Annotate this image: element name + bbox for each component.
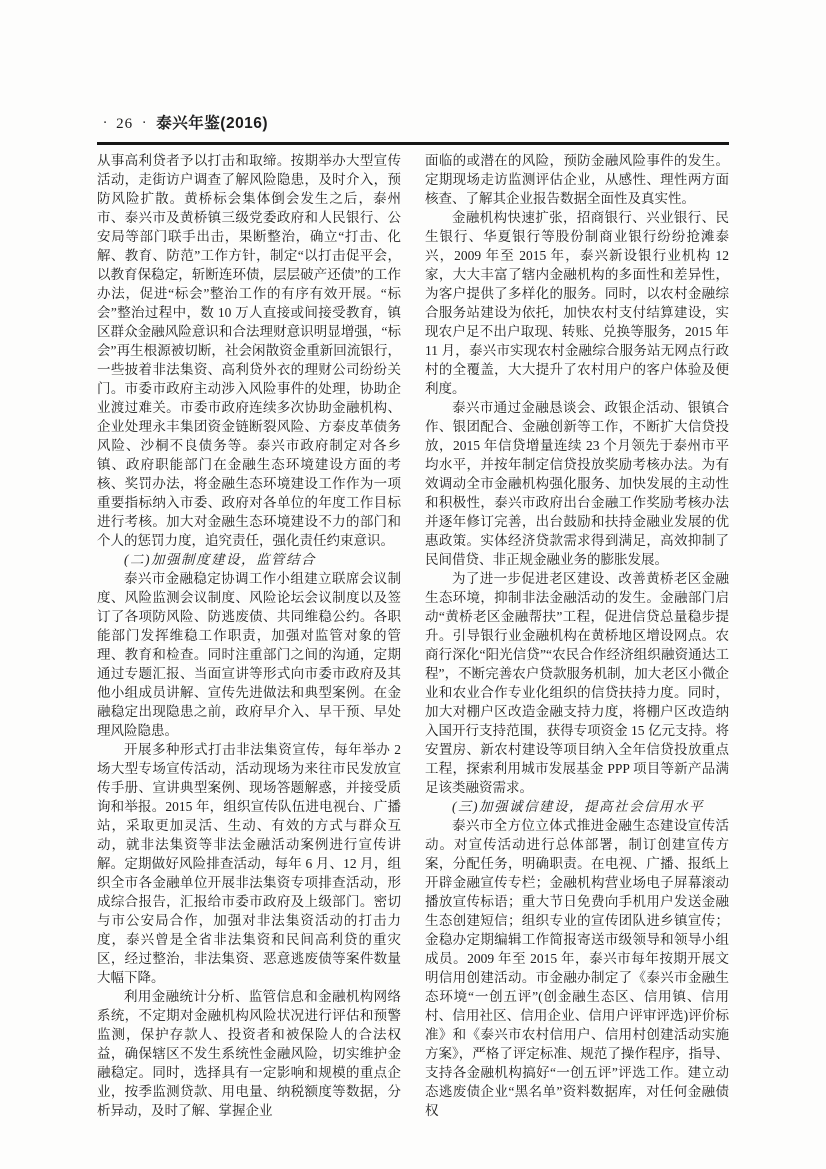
- paragraph: 金融机构快速扩张，招商银行、兴业银行、民生银行、华夏银行等股份制商业银行纷纷抢滩泰兴，2009 年至 2015 年，泰兴新设银行业机构 12 家，大大丰富了辖内金融机构的多面性和差异性，为客户提供了多样化的服务。同时，以农村金融综合服务站建设为依托，加快农村支付结算建设，实现农户足不出户取现、转账、兑换等服务，2015 年 11 月，泰兴市实现农村金融综合服务站无网点行政村的全覆盖，大大提升了农村用户的客户体验及便利度。: [425, 210, 729, 396]
- section-heading-3: (三)加强诚信建设，提高社会信用水平: [452, 799, 704, 814]
- left-column: [97, 151, 401, 1120]
- header-rule: [97, 142, 729, 145]
- paragraph-continued: 面临的或潜在的风险，预防金融风险事件的发生。定期现场走访监测评估企业，从感性、理性两方面核查、了解其企业报告数据全面性及真实性。: [425, 153, 729, 206]
- header-dot-right: ·: [142, 116, 147, 131]
- text-columns: [97, 151, 729, 1120]
- right-column: [425, 151, 729, 1120]
- paragraph-continued: 从事高利贷者予以打击和取缔。按期举办大型宣传活动，走街访户调查了解风险隐患，及时介入，预防风险扩散。黄桥标会集体倒会发生之后，泰州市、泰兴市及黄桥镇三级党委政府和人民银行、公安局等部门联手出击，果断整治，确立“打击、化解、教育、防范”工作方针，制定“以打击促平会，以教育保稳定，斩断连环债，层层破产还债”的工作办法，促进“标会”整治工作的有序有效开展。“标会”整治过程中，数 10 万人直接或间接受教育，镇区群众金融风险意识和合法理财意识明显增强，“标会”再生根源被切断，社会闲散资金重新回流银行，一些披着非法集资、高利贷外衣的理财公司纷纷关门。市委市政府主动涉入风险事件的处理，协助企业渡过难关。市委市政府连续多次协助金融机构、企业处理永丰集团资金链断裂风险、方泰皮革债务风险、沙桐不良债务等。泰兴市政府制定对各乡镇、政府职能部门在金融生态环境建设方面的考核、奖罚办法，将金融生态环境建设工作作为一项重要指标纳入市委、政府对各单位的年度工作目标进行考核。加大对金融生态环境建设不力的部门和个人的惩罚力度，追究责任，强化责任约束意识。: [97, 153, 401, 548]
- page-number: 26: [116, 116, 134, 132]
- paragraph: 泰兴市全方位立体式推进金融生态建设宣传活动。对宣传活动进行总体部署，制订创建宣传方案，分配任务，明确职责。在电视、广播、报纸上开辟金融宣传专栏；金融机构营业场电子屏幕滚动播放宣传标语；重大节日免费向手机用户发送金融生态创建短信；组织专业的宣传团队进乡镇宣传；金稳办定期编辑工作简报寄送市级领导和领导小组成员。2009 年至 2015 年，泰兴市每年按期开展文明信用创建活动。市金融办制定了《泰兴市金融生态环境“一创五评”(创金融生态区、信用镇、信用村、信用社区、信用企业、信用户评审评选)评价标准》和《泰兴市农村信用户、信用村创建活动实施方案》，严格了评定标准、规范了操作程序，指导、支持各金融机构搞好“一创五评”评选工作。建立动态逃废债企业“黑名单”资料数据库，对任何金融债权: [425, 818, 729, 1118]
- paragraph: 为了进一步促进老区建设、改善黄桥老区金融生态环境，抑制非法金融活动的发生。金融部门启动“黄桥老区金融帮扶”工程，促进信贷总量稳步提升。引导银行业金融机构在黄桥地区增设网点。农商行深化“阳光信贷”“农民合作经济组织融资通达工程”，不断完善农户贷款服务机制，加大老区小微企业和农业合作专业化组织的信贷扶持力度。同时，加大对棚户区改造金融支持力度，将棚户区改造纳入国开行支持范围，获得专项资金 15 亿元支持。将安置房、新农村建设等项目纳入全年信贷投放重点工程，探索利用城市发展基金 PPP 项目等新产品满足该类融资需求。: [425, 571, 729, 795]
- yearbook-title: 泰兴年鉴(2016): [156, 115, 269, 132]
- paragraph: 泰兴市通过金融恳谈会、政银企活动、银镇合作、银团配合、金融创新等工作，不断扩大信贷投放，2015 年信贷增量连续 23 个月领先于泰州市平均水平，并按年制定信贷投放奖励考核办法。为有效调动全市金融机构强化服务、加快发展的主动性和积极性，泰兴市政府出台金融工作奖励考核办法并逐年修订完善，出台鼓励和扶持金融业发展的优惠政策。实体经济贷款需求得到满足，高效抑制了民间借贷、非正规金融业务的膨胀发展。: [425, 400, 729, 567]
- header-dot-left: ·: [103, 116, 108, 131]
- page-header: [103, 114, 268, 134]
- paragraph: 开展多种形式打击非法集资宣传，每年举办 2 场大型专场宣传活动，活动现场为来往市民发放宣传手册、宣讲典型案例、现场答题解惑，并接受质询和举报。2015 年，组织宣传队伍进电视台、广播站，采取更加灵活、生动、有效的方式与群众互动，就非法集资等非法金融活动案例进行宣传讲解。定期做好风险排查活动，每年 6 月、12 月，组织全市各金融单位开展非法集资专项排查活动，形成综合报告，汇报给市委市政府及上级部门。密切与市公安局合作，加强对非法集资活动的打击力度，泰兴曾是全省非法集资和民间高利贷的重灾区，经过整治，非法集资、恶意逃废债等案件数量大幅下降。: [97, 742, 401, 985]
- paragraph: 利用金融统计分析、监管信息和金融机构网络系统，不定期对金融机构风险状况进行评估和预警监测，保护存款人、投资者和被保险人的合法权益，确保辖区不发生系统性金融风险，切实维护金融稳定。同时，选择具有一定影响和规模的重点企业，按季监测贷款、用电量、纳税额度等数据，分析异动，及时了解、掌握企业: [97, 989, 401, 1118]
- section-heading-2: (二)加强制度建设，监管结合: [124, 552, 316, 567]
- paragraph: 泰兴市金融稳定协调工作小组建立联席会议制度、风险监测会议制度、风险论坛会议制度以及签订了各项防风险、防逃废债、共同维稳公约。各职能部门发挥维稳工作职责，加强对监管对象的管理、教育和检查。同时注重部门之间的沟通，定期通过专题汇报、当面宣讲等形式向市委市政府及其他小组成员讲解、宣传先进做法和典型案例。在金融稳定出现隐患之前，政府早介入、早干预、早处理风险隐患。: [97, 571, 401, 738]
